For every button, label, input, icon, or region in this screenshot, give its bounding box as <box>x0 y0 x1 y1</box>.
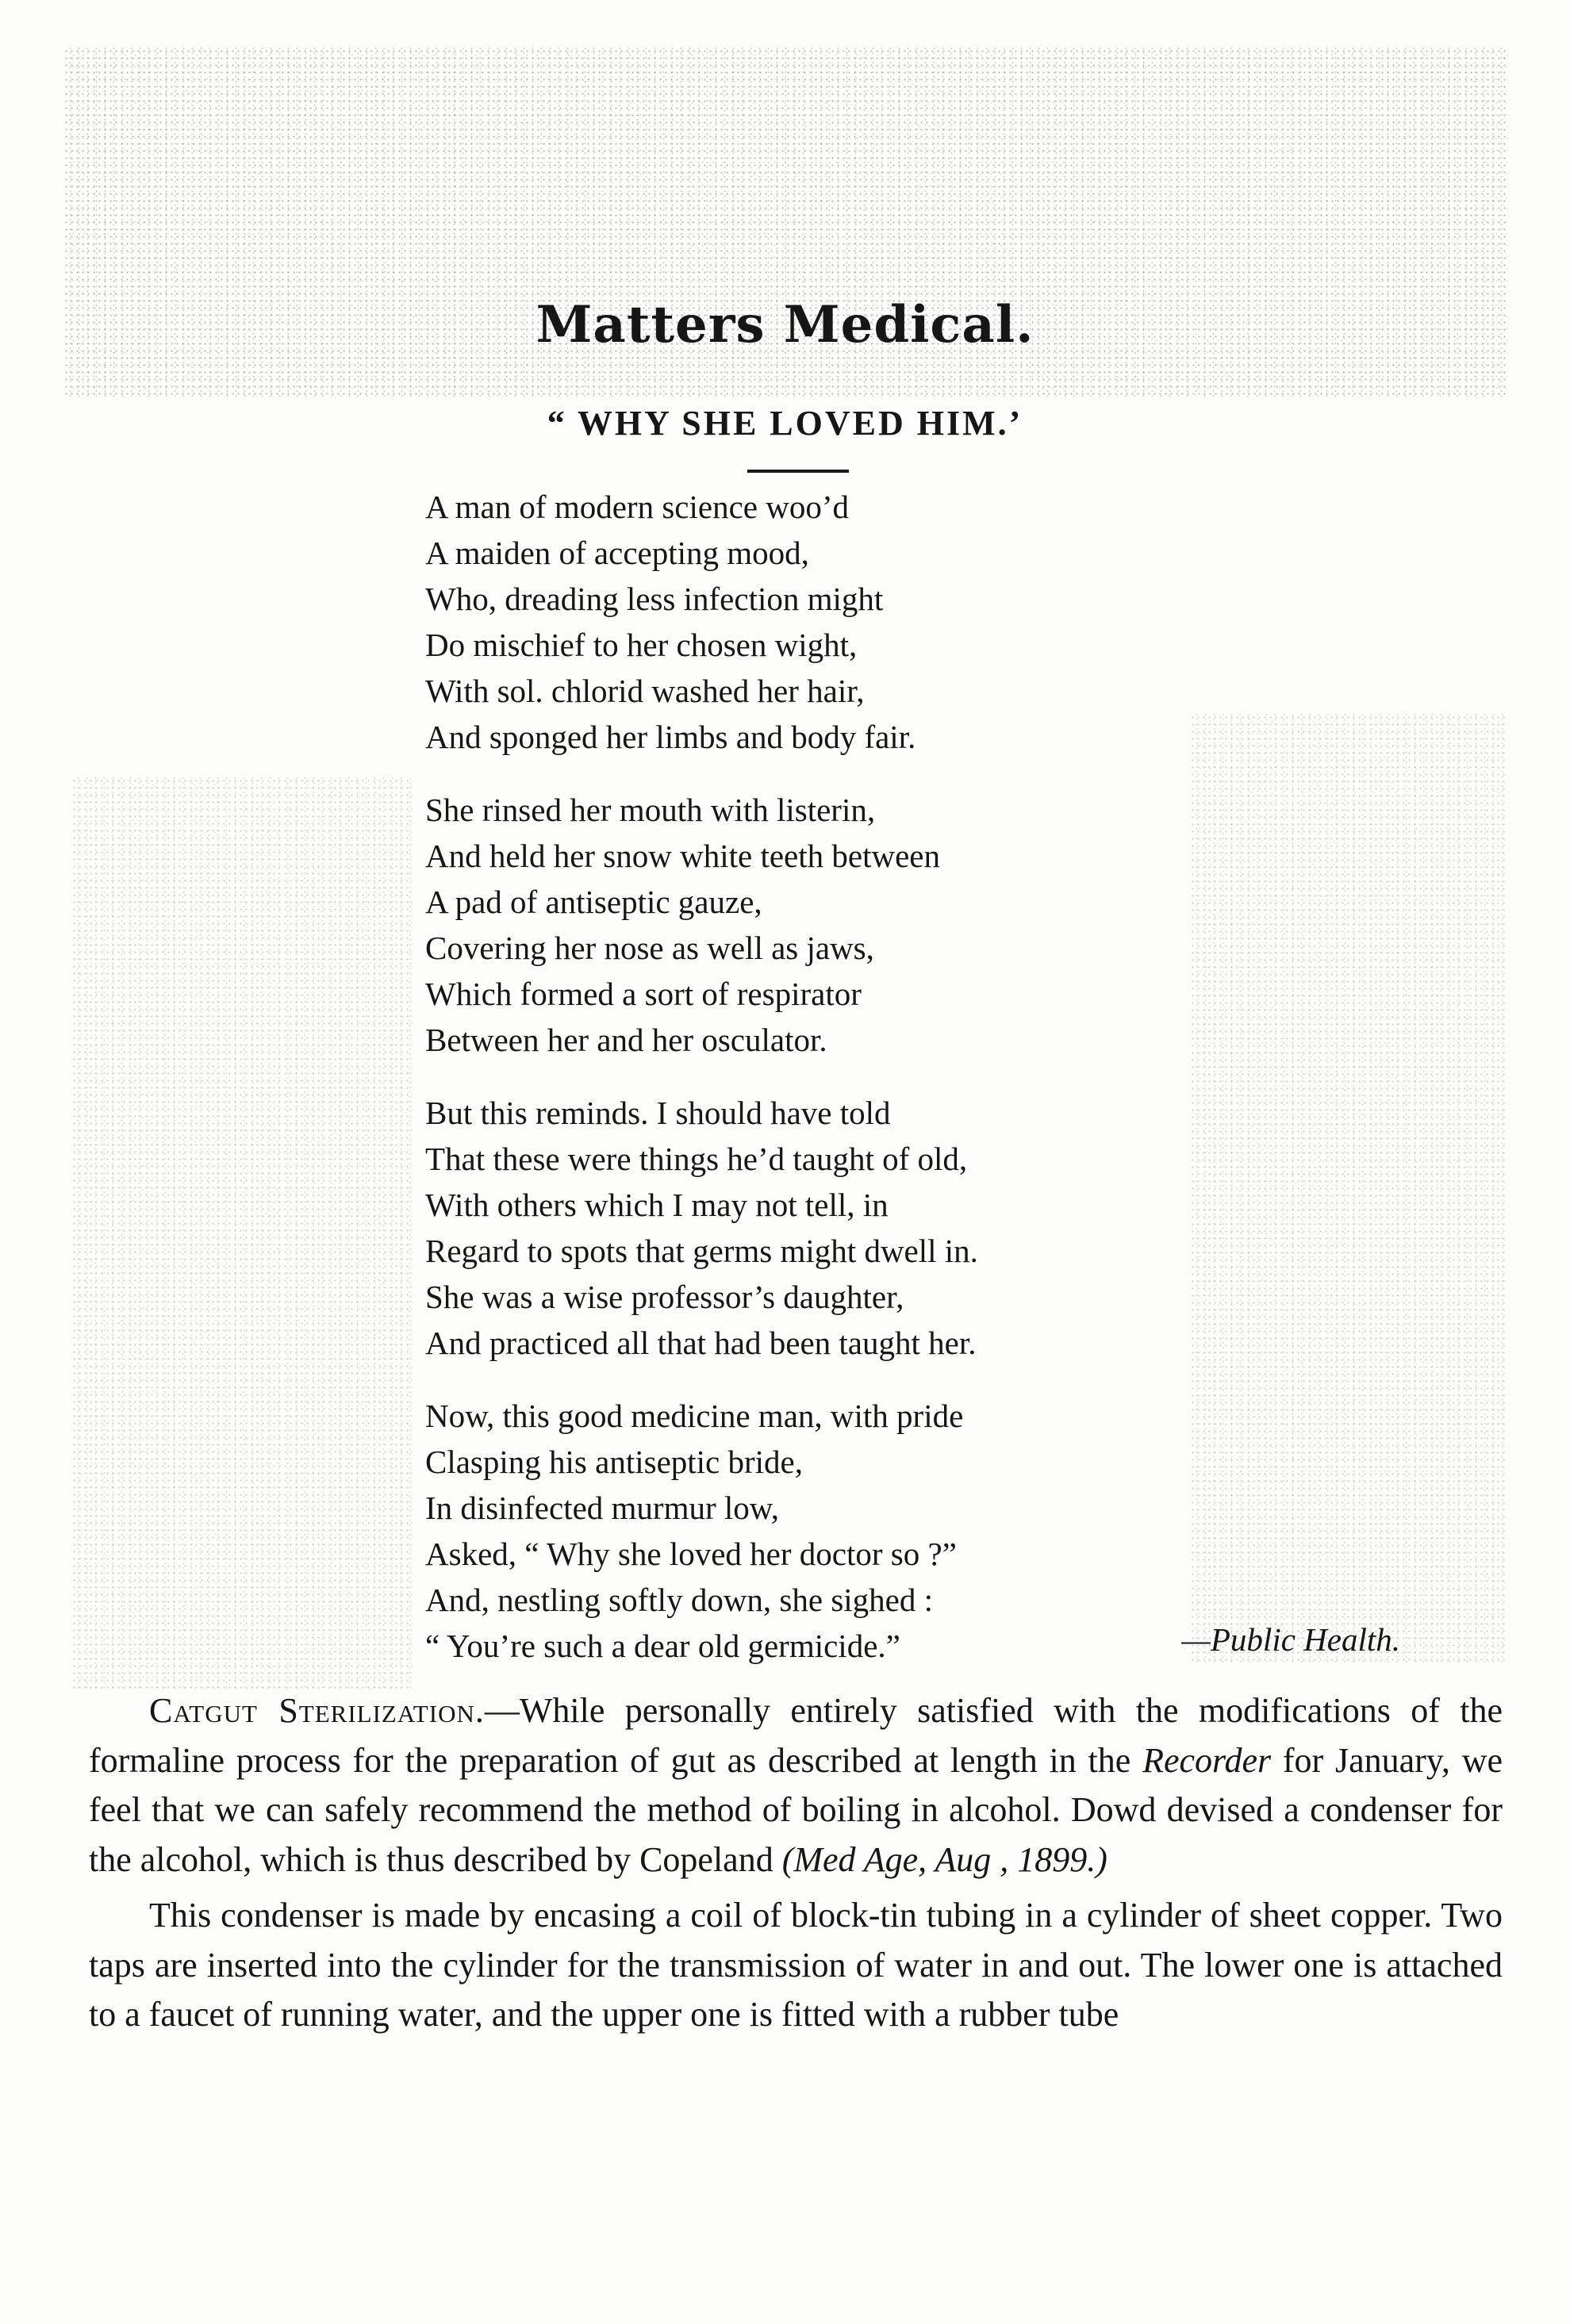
poem-line: Do mischief to her chosen wight, <box>425 627 858 663</box>
section-lead: Catgut Sterilization. <box>149 1691 485 1730</box>
poem-line: And sponged her limbs and body fair. <box>425 719 916 755</box>
poem-line: Asked, “ Why she loved her doctor so ?” <box>425 1536 957 1572</box>
poem-line: She rinsed her mouth with listerin, <box>425 792 876 828</box>
poem-line: That these were things he’d taught of old, <box>425 1141 968 1177</box>
poem-line: “ You’re such a dear old germicide.” <box>425 1628 900 1664</box>
poem-line: Now, this good medicine man, with pride <box>425 1398 964 1434</box>
poem-line: A man of modern science woo’d <box>425 489 849 525</box>
poem-line: With others which I may not tell, in <box>425 1187 889 1223</box>
poem-line: And practiced all that had been taught her. <box>425 1325 977 1361</box>
article-body <box>89 1686 1503 2046</box>
poem-line: A maiden of accepting mood, <box>425 535 809 571</box>
poem-line: Covering her nose as well as jaws, <box>425 930 874 966</box>
poem-line: Which formed a sort of respirator <box>425 976 862 1012</box>
page-heading: Matters Medical. <box>535 295 1035 355</box>
poem-line: Clasping his antiseptic bride, <box>425 1444 803 1480</box>
paragraph-text: —While personally entirely satisfied with the modifications of the formaline process for the preparation of gut as described at length in the <box>89 1691 1503 1780</box>
poem-line: And, nestling softly down, she sighed : <box>425 1582 934 1618</box>
poem-line: And held her snow white teeth between <box>425 838 940 874</box>
article-paragraph: This condenser is made by encasing a coil of block-tin tubing in a cylinder of sheet copper. Two taps are inserted into the cylinder for the transmission of water in and out. The lower one is attached to a faucet of running water, and the upper one is fitted with a rubber tube <box>89 1896 1503 2034</box>
poem <box>425 484 1457 1696</box>
title-rule <box>747 470 849 473</box>
citation: (Med Age, Aug , 1899.) <box>781 1839 1107 1879</box>
poem-line: With sol. chlorid washed her hair, <box>425 673 865 709</box>
poem-attribution: —Public Health. <box>1181 1621 1400 1658</box>
poem-line: She was a wise professor’s daughter, <box>425 1279 904 1315</box>
poem-title: “ WHY SHE LOVED HIM.’ <box>547 404 1023 443</box>
poem-line: A pad of antiseptic gauze, <box>425 884 762 920</box>
poem-line: But this reminds. I should have told <box>425 1095 891 1131</box>
poem-line: Regard to spots that germs might dwell in. <box>425 1233 978 1269</box>
article-paragraph <box>89 1686 1503 1885</box>
journal-name: Recorder <box>1142 1740 1272 1780</box>
poem-line: Who, dreading less infection might <box>425 581 884 617</box>
poem-stanza <box>425 1090 1457 1366</box>
poem-line: In disinfected murmur low, <box>425 1490 779 1526</box>
poem-stanza <box>425 484 1457 760</box>
paragraph-text: for January, we feel that we can safely recommend the method of boiling in alcohol. Dowd devised a condenser for the alcohol, which is thus described by Copeland <box>89 1740 1503 1879</box>
scan-speckle-left <box>71 777 413 1689</box>
poem-line: Between her and her osculator. <box>425 1022 827 1058</box>
poem-stanza <box>425 787 1457 1063</box>
